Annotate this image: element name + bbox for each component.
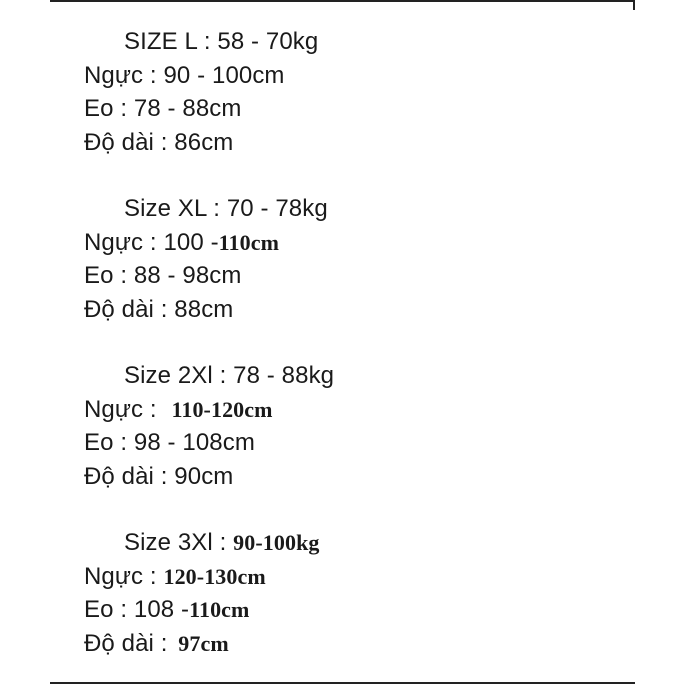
length-label: Độ dài : — [84, 128, 168, 156]
size-2xl-length — [84, 460, 604, 494]
size-xl-waist — [84, 259, 604, 293]
size-xl-length — [84, 293, 604, 327]
size-3xl-heading — [84, 526, 604, 560]
waist-value: 88 - 98cm — [133, 262, 242, 289]
length-label: Độ dài : — [84, 462, 168, 490]
size-xl-heading: Size XL : 70 - 78kg — [124, 195, 328, 222]
chest-label: Ngực : — [84, 562, 157, 590]
length-label: Độ dài : — [84, 295, 168, 323]
length-value: 97cm — [178, 630, 229, 656]
waist-value: 98 - 108cm — [133, 429, 255, 456]
size-3xl-waist — [84, 593, 604, 627]
size-l-waist — [84, 92, 604, 126]
size-xl-block — [84, 192, 604, 326]
length-label: Độ dài : — [84, 629, 168, 657]
chest-value: 120-130cm — [163, 563, 266, 589]
waist-label: Eo : — [84, 429, 128, 456]
size-2xl-waist — [84, 426, 604, 460]
chest-value-end: 110cm — [218, 229, 280, 255]
size-l-chest — [84, 59, 604, 93]
length-value: 88cm — [174, 295, 234, 323]
size-3xl-chest — [84, 560, 604, 594]
chest-label: Ngực : — [84, 228, 157, 256]
size-3xl-block — [84, 526, 604, 660]
right-border-tick — [633, 0, 635, 10]
size-2xl-block — [84, 359, 604, 493]
chest-label: Ngực : — [84, 61, 157, 89]
size-xl-chest — [84, 226, 604, 260]
waist-value-start: 108 - — [133, 596, 190, 623]
heading-weight-range: 90-100kg — [233, 530, 320, 555]
waist-label: Eo : — [84, 95, 128, 122]
waist-label: Eo : — [84, 596, 128, 623]
chest-label: Ngực : — [84, 395, 157, 423]
size-2xl-chest — [84, 393, 604, 427]
length-value: 90cm — [174, 462, 234, 490]
waist-value-end: 110cm — [189, 597, 250, 622]
top-border-line — [50, 0, 635, 2]
size-2xl-heading: Size 2Xl : 78 - 88kg — [124, 362, 335, 389]
chest-value-start: 100 - — [163, 228, 219, 256]
chest-value: 90 - 100cm — [163, 61, 285, 89]
heading-size-label: Size 3Xl : — [124, 529, 227, 556]
waist-value: 78 - 88cm — [133, 95, 242, 122]
size-l-length — [84, 126, 604, 160]
waist-label: Eo : — [84, 262, 128, 289]
chest-value: 110-120cm — [171, 396, 273, 422]
size-l-heading: SIZE L : 58 - 70kg — [124, 28, 319, 55]
size-l-block — [84, 25, 604, 159]
length-value: 86cm — [174, 128, 234, 156]
size-3xl-length — [84, 627, 604, 661]
